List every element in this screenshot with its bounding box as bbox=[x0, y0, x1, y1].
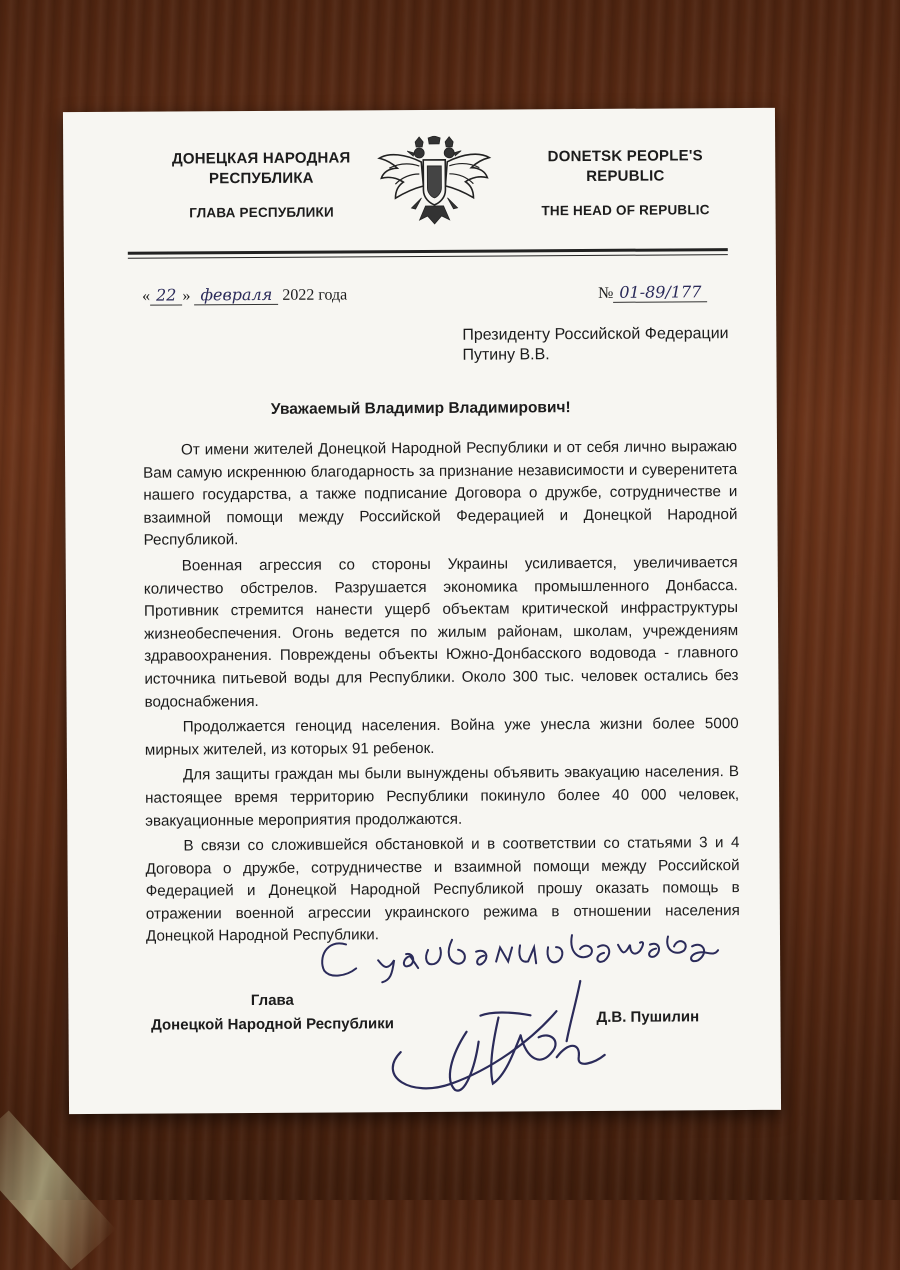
date-open-quote: « bbox=[142, 287, 151, 305]
addressee-line-2: Путину В.В. bbox=[462, 346, 550, 364]
header-ru-title: ДОНЕЦКАЯ НАРОДНАЯ РЕСПУБЛИКА bbox=[171, 149, 351, 188]
signatory-title-line-1: Глава bbox=[250, 991, 294, 1010]
body-paragraph-2: Военная агрессия со стороны Украины усиливается, увеличивается количество обстрелов. Разрушается экономика промышленного Донбасса. Противник стремится нанести ущерб объектам критической инфраструктуры жизнеобеспечения. Огонь ведется по жилым районам, школам, учреждениям здравоохранения. Повреждены объекты Южно-Донбасского водовода - главного источника питьевой воды для Республики. Около 300 тыс. человек остались без водоснабжения. bbox=[143, 554, 739, 711]
number-prefix: № bbox=[598, 284, 614, 302]
date-close-quote: » bbox=[182, 287, 191, 305]
letter-body bbox=[143, 436, 740, 952]
light-glare bbox=[0, 1110, 116, 1269]
salutation: Уважаемый Владимир Владимирович! bbox=[270, 399, 571, 418]
header-ru-subtitle: ГЛАВА РЕСПУБЛИКИ bbox=[189, 204, 334, 221]
header-en-title: DONETSK PEOPLE'S REPUBLIC bbox=[547, 147, 703, 185]
header-en-subtitle: THE HEAD OF REPUBLIC bbox=[541, 202, 710, 219]
letter-sheet bbox=[63, 108, 781, 1114]
double-headed-eagle-icon bbox=[375, 136, 494, 229]
date-month: февраля bbox=[194, 285, 278, 306]
body-paragraph-4: Для защиты граждан мы были вынуждены объявить эвакуацию населения. В настоящее время территорию Республики покинуло более 40 000 человек, эвакуационные мероприятия продолжаются. bbox=[145, 763, 740, 830]
letter-date bbox=[142, 284, 347, 305]
body-paragraph-5: В связи со сложившейся обстановкой и в соответствии со статьями 3 и 4 Договора о дружбе, сотрудничестве и взаимной помощи между Российской Федерацией и Донецкой Народной Республикой прошу оказать помощь в отражении военной агрессии украинского режима в отношении населения Донецкой Народной Республики. bbox=[145, 834, 740, 946]
date-year: 2022 года bbox=[282, 286, 348, 304]
number-value: 01-89/177 bbox=[613, 282, 707, 303]
signatory-name: Д.В. Пушилин bbox=[596, 1008, 700, 1026]
body-paragraph-3: Продолжается геноцид населения. Война уже унесла жизни более 5000 мирных жителей, из которых 91 ребенок. bbox=[144, 715, 739, 759]
body-paragraph-1: От имени жителей Донецкой Народной Республики и от себя лично выражаю Вам самую искреннюю благодарность за признание независимости и суверенитета нашего государства, а также подписание Договора о дружбе, сотрудничестве и взаимной помощи между Российской Федерацией и Донецкой Народной Республикой. bbox=[143, 438, 738, 550]
addressee-line-1: Президенту Российской Федерации bbox=[462, 325, 729, 344]
addressee-block bbox=[462, 324, 728, 366]
date-day: 22 bbox=[150, 285, 182, 305]
handwritten-signature bbox=[380, 971, 621, 1102]
header-divider-thin bbox=[128, 254, 728, 259]
signatory-title-line-2: Донецкой Народной Республики bbox=[151, 1015, 394, 1034]
signatory-title bbox=[146, 988, 398, 1038]
letter-number bbox=[598, 282, 707, 303]
